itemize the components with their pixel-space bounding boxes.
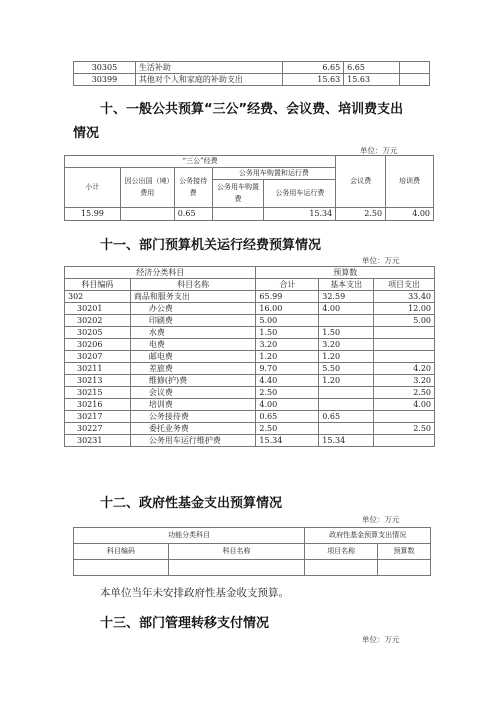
gov-fund-note: 本单位当年未安排政府性基金收支预算。	[100, 587, 289, 599]
row-total: 6.65	[283, 62, 344, 74]
header-code: 科目编码	[74, 544, 169, 560]
row-project: 4.00	[374, 399, 435, 411]
table-row	[74, 62, 430, 74]
row-basic	[319, 399, 374, 411]
table-row	[65, 435, 435, 447]
row-total: 15.63	[283, 74, 344, 86]
row-basic: 6.65	[344, 62, 400, 74]
empty-cell	[378, 560, 431, 576]
row-total: 4.40	[256, 375, 319, 387]
row-project	[400, 62, 430, 74]
row-total: 1.50	[256, 327, 319, 339]
row-total: 2.50	[256, 423, 319, 435]
row-project	[374, 411, 435, 423]
row-project: 5.00	[374, 315, 435, 327]
header-project-name: 项目名称	[305, 544, 378, 560]
row-project: 2.50	[374, 387, 435, 399]
header-reception: 公务接待费	[174, 168, 212, 208]
row-name: 邮电费	[130, 351, 256, 363]
row-basic: 4.00	[319, 303, 374, 315]
row-code: 30213	[65, 375, 131, 387]
sangong-table	[64, 155, 434, 221]
row-name: 办公费	[130, 303, 256, 315]
row-code: 30211	[65, 363, 131, 375]
row-total: 1.20	[256, 351, 319, 363]
row-name: 会议费	[130, 387, 256, 399]
row-basic: 0.65	[319, 411, 374, 423]
table-row	[65, 399, 435, 411]
row-basic: 1.20	[319, 375, 374, 387]
row-basic: 15.63	[344, 74, 400, 86]
row-total: 65.99	[256, 291, 319, 303]
table-row	[65, 423, 435, 435]
row-code: 30202	[65, 315, 131, 327]
row-code: 30217	[65, 411, 131, 423]
row-total: 15.34	[256, 435, 319, 447]
header-code: 科目编码	[65, 279, 131, 291]
row-total: 2.50	[256, 387, 319, 399]
table-row	[65, 315, 435, 327]
section10-title: 十、一般公共预算“三公”经费、会议费、培训费支出	[100, 102, 404, 117]
row-code: 30205	[65, 327, 131, 339]
table-row	[65, 363, 435, 375]
header-basic: 基本支出	[319, 279, 374, 291]
header-vehicle-purchase: 公务用车购置费	[212, 180, 264, 208]
table-row	[65, 375, 435, 387]
header-meeting: 会议费	[336, 156, 386, 208]
row-basic: 3.20	[319, 339, 374, 351]
row-total: 3.20	[256, 339, 319, 351]
table-row	[65, 208, 434, 221]
row-name: 维修(护)费	[130, 375, 256, 387]
empty-cell	[168, 560, 305, 576]
row-basic: 15.34	[319, 435, 374, 447]
empty-cell	[305, 560, 378, 576]
row-name: 公务接待费	[130, 411, 256, 423]
header-budget: 预算数	[378, 544, 431, 560]
header-vehicle: 公务用车购置和运行费	[212, 168, 336, 180]
header-name: 科目名称	[168, 544, 305, 560]
row-code: 30305	[74, 62, 136, 74]
section12-unit: 单位：万元	[362, 515, 400, 524]
row-project	[374, 435, 435, 447]
row-project: 4.20	[374, 363, 435, 375]
table-row	[65, 339, 435, 351]
header-training: 培训费	[386, 156, 434, 208]
table-row	[74, 74, 430, 86]
table-row	[65, 303, 435, 315]
value-meeting: 2.50	[336, 208, 386, 221]
row-name: 培训费	[130, 399, 256, 411]
row-name: 生活补助	[135, 62, 282, 74]
row-project	[374, 351, 435, 363]
row-basic	[319, 423, 374, 435]
row-name: 其他对个人和家庭的补助支出	[135, 74, 282, 86]
value-overseas	[120, 208, 174, 221]
value-reception: 0.65	[174, 208, 212, 221]
table-row	[65, 351, 435, 363]
row-code: 30399	[74, 74, 136, 86]
table-row	[65, 411, 435, 423]
header-func-class: 功能分类科目	[74, 528, 305, 544]
row-basic	[319, 387, 374, 399]
gov-fund-table	[73, 527, 431, 576]
table-row	[74, 560, 431, 576]
row-name: 印刷费	[130, 315, 256, 327]
header-overseas: 因公出国（境）费用	[120, 168, 174, 208]
header-project: 项目支出	[374, 279, 435, 291]
row-basic	[319, 315, 374, 327]
row-name: 公务用车运行维护费	[130, 435, 256, 447]
row-total: 16.00	[256, 303, 319, 315]
row-code: 30231	[65, 435, 131, 447]
header-fund-info: 政府性基金预算支出情况	[305, 528, 431, 544]
row-code: 30215	[65, 387, 131, 399]
header-sangong: “三公”经费	[65, 156, 336, 168]
header-name: 科目名称	[130, 279, 256, 291]
row-project	[400, 74, 430, 86]
row-basic: 1.20	[319, 351, 374, 363]
row-project: 33.40	[374, 291, 435, 303]
section10-title-continued: 情况	[73, 126, 100, 141]
header-econ-class: 经济分类科目	[65, 267, 256, 279]
section13-unit: 单位：万元	[362, 635, 400, 644]
row-project: 12.00	[374, 303, 435, 315]
row-code: 302	[65, 291, 131, 303]
section11-unit: 单位：万元	[362, 256, 400, 265]
row-total: 5.00	[256, 315, 319, 327]
row-code: 30207	[65, 351, 131, 363]
value-subtotal: 15.99	[65, 208, 121, 221]
row-name: 商品和服务支出	[130, 291, 256, 303]
row-code: 30227	[65, 423, 131, 435]
row-total: 4.00	[256, 399, 319, 411]
header-subtotal: 小计	[65, 168, 121, 208]
row-project: 3.20	[374, 375, 435, 387]
value-vehicle-purchase	[212, 208, 264, 221]
table-row	[65, 327, 435, 339]
header-total: 合计	[256, 279, 319, 291]
top-expense-table	[73, 61, 430, 86]
row-total: 0.65	[256, 411, 319, 423]
value-vehicle-operation: 15.34	[264, 208, 336, 221]
row-project	[374, 339, 435, 351]
section13-title: 十三、部门管理转移支付情况	[100, 616, 270, 631]
row-code: 30216	[65, 399, 131, 411]
section11-title: 十一、部门预算机关运行经费预算情况	[100, 238, 322, 253]
operating-expense-table	[64, 266, 435, 447]
row-code: 30201	[65, 303, 131, 315]
row-name: 水费	[130, 327, 256, 339]
row-basic: 32.59	[319, 291, 374, 303]
row-name: 差旅费	[130, 363, 256, 375]
row-name: 委托业务费	[130, 423, 256, 435]
row-total: 9.70	[256, 363, 319, 375]
row-code: 30206	[65, 339, 131, 351]
table-row	[65, 291, 435, 303]
header-vehicle-operation: 公务用车运行费	[264, 180, 336, 208]
empty-cell	[74, 560, 169, 576]
row-basic: 5.50	[319, 363, 374, 375]
table-row	[65, 387, 435, 399]
row-project: 2.50	[374, 423, 435, 435]
header-budget: 预算数	[256, 267, 435, 279]
section12-title: 十二、政府性基金支出预算情况	[100, 496, 283, 511]
section10-unit: 单位：万元	[360, 146, 398, 155]
value-training: 4.00	[386, 208, 434, 221]
row-project	[374, 327, 435, 339]
row-name: 电费	[130, 339, 256, 351]
row-basic: 1.50	[319, 327, 374, 339]
